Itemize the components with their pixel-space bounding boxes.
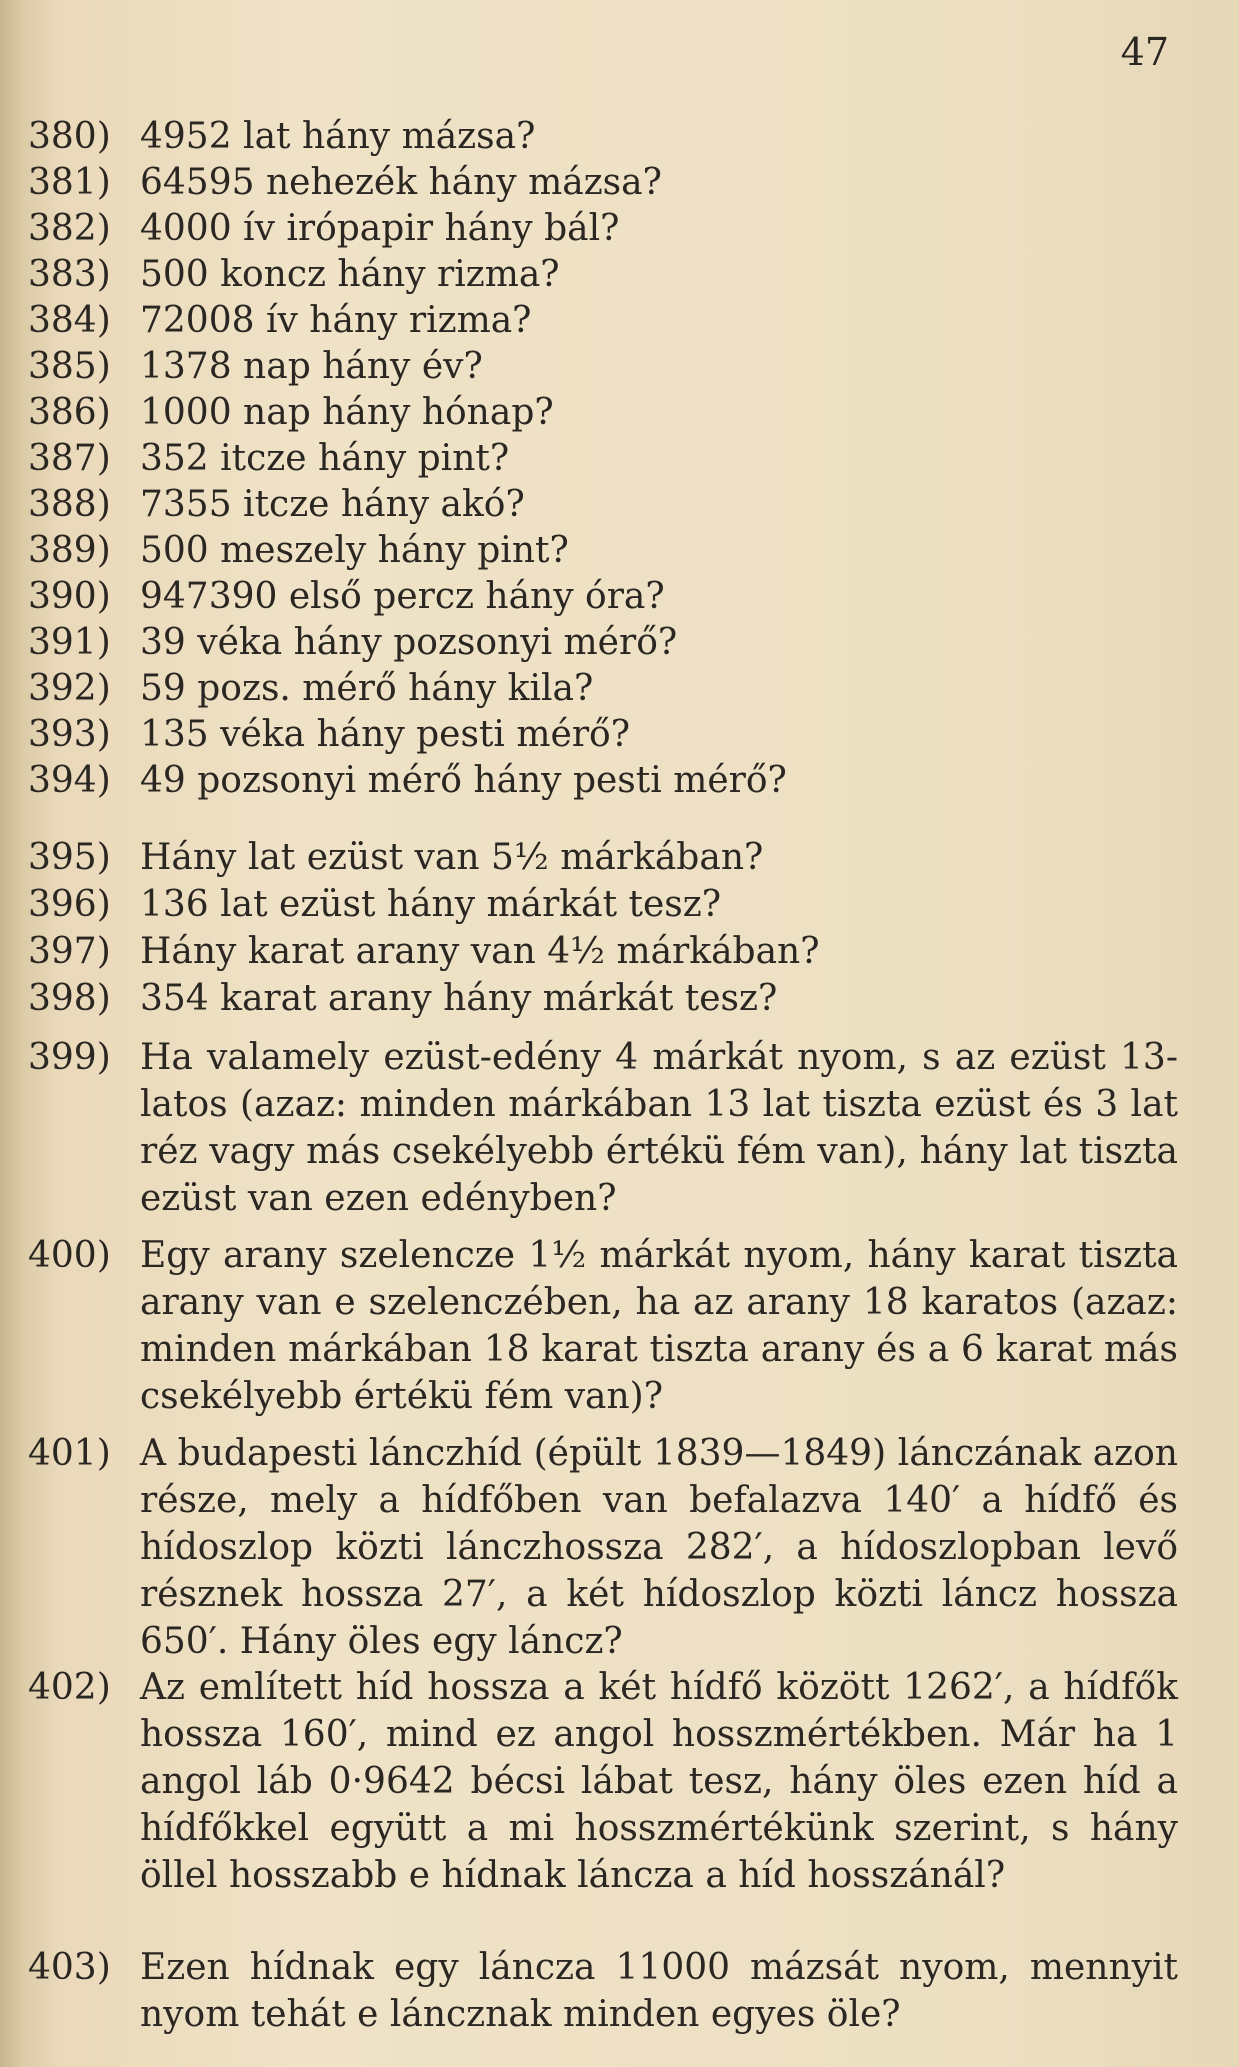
problem-number: 402) xyxy=(28,1667,111,1708)
problem-text: 4952 lat hány mázsa? xyxy=(140,116,536,157)
problem-text: 49 pozsonyi mérő hány pesti mérő? xyxy=(140,760,787,801)
problem-item xyxy=(28,1664,1178,1899)
problem-text: 39 véka hány pozsonyi mérő? xyxy=(140,622,678,663)
problem-number: 385) xyxy=(28,346,111,387)
problem-text: 59 pozs. mérő hány kila? xyxy=(140,668,594,709)
problem-number: 383) xyxy=(28,254,111,295)
problem-item xyxy=(28,1430,1178,1665)
problem-text: 947390 első percz hány óra? xyxy=(140,576,665,617)
problem-item xyxy=(28,835,1178,881)
problem-item xyxy=(28,252,1178,298)
problem-item xyxy=(28,344,1178,390)
problem-item xyxy=(28,882,1178,928)
problem-number: 401) xyxy=(28,1433,111,1474)
problem-number: 388) xyxy=(28,484,111,525)
problem-item xyxy=(28,1944,1178,2038)
problem-number: 391) xyxy=(28,622,111,663)
problem-text: Egy arany szelencze 1½ márkát nyom, hány karat tiszta arany van e szelenczében, ha az arany 18 karatos (azaz: minden márkában 18 karat tiszta arany és a 6 karat más csekélyebb értékü fém van)? xyxy=(140,1235,1178,1417)
problem-text: 7355 itcze hány akó? xyxy=(140,484,525,525)
problem-item xyxy=(28,620,1178,666)
problem-text: 136 lat ezüst hány márkát tesz? xyxy=(140,884,722,925)
problem-number: 390) xyxy=(28,576,111,617)
problem-number: 393) xyxy=(28,714,111,755)
problem-number: 400) xyxy=(28,1235,111,1276)
problem-number: 382) xyxy=(28,208,111,249)
problem-number: 392) xyxy=(28,668,111,709)
problem-number: 384) xyxy=(28,300,111,341)
problem-item xyxy=(28,390,1178,436)
problem-item xyxy=(28,160,1178,206)
problem-number: 403) xyxy=(28,1947,111,1988)
problem-number: 399) xyxy=(28,1037,111,1078)
problem-item xyxy=(28,114,1178,160)
problem-text: Hány lat ezüst van 5½ márkában? xyxy=(140,837,764,878)
problem-number: 381) xyxy=(28,162,111,203)
problem-text: 135 véka hány pesti mérő? xyxy=(140,714,631,755)
problem-item xyxy=(28,206,1178,252)
problem-item xyxy=(28,574,1178,620)
problem-text: 1378 nap hány év? xyxy=(140,346,483,387)
problem-number: 387) xyxy=(28,438,111,479)
problem-item xyxy=(28,482,1178,528)
problem-item xyxy=(28,712,1178,758)
problem-item xyxy=(28,528,1178,574)
problem-text: 500 koncz hány rizma? xyxy=(140,254,560,295)
problem-number: 389) xyxy=(28,530,111,571)
problem-item xyxy=(28,976,1178,1022)
problem-text: Ha valamely ezüst-edény 4 márkát nyom, s az ezüst 13-latos (azaz: minden márkában 13 lat tiszta ezüst és 3 lat réz vagy más csekélyebb értékü fém van), hány lat tiszta ezüst van ezen edényben? xyxy=(140,1037,1178,1219)
problem-item xyxy=(28,298,1178,344)
problem-text: A budapesti lánczhíd (épült 1839—1849) lánczának azon része, mely a hídfőben van befalazva 140′ a hídfő és hídoszlop közti lánczhossza 282′, a hídoszlopban levő résznek hossza 27′, a két hídoszlop közti láncz hossza 650′. Hány öles egy láncz? xyxy=(140,1433,1178,1662)
problem-text: Hány karat arany van 4½ márkában? xyxy=(140,931,820,972)
problem-text: 354 karat arany hány márkát tesz? xyxy=(140,978,778,1019)
problem-text: Az említett híd hossza a két hídfő között 1262′, a hídfők hossza 160′, mind ez angol hosszmértékben. Már ha 1 angol láb 0·9642 bécsi lábat tesz, hány öles ezen híd a hídfőkkel együtt a mi hosszmértékünk szerint, s hány öllel hosszabb e hídnak láncza a híd hosszánál? xyxy=(140,1667,1178,1896)
page-number: 47 xyxy=(1120,30,1169,74)
problem-text: 4000 ív irópapir hány bál? xyxy=(140,208,620,249)
problem-item xyxy=(28,758,1178,804)
problem-item xyxy=(28,1034,1178,1222)
problem-number: 394) xyxy=(28,760,111,801)
problem-text: 352 itcze hány pint? xyxy=(140,438,510,479)
problem-number: 380) xyxy=(28,116,111,157)
problem-item xyxy=(28,929,1178,975)
problem-item xyxy=(28,1232,1178,1420)
problem-text: 72008 ív hány rizma? xyxy=(140,300,532,341)
problem-text: Ezen hídnak egy láncza 11000 mázsát nyom, mennyit nyom tehát e láncznak minden egyes öle? xyxy=(140,1947,1178,2035)
problem-number: 398) xyxy=(28,978,111,1019)
problem-text: 1000 nap hány hónap? xyxy=(140,392,554,433)
problem-number: 386) xyxy=(28,392,111,433)
problem-item xyxy=(28,666,1178,712)
problem-number: 396) xyxy=(28,884,111,925)
problem-text: 500 meszely hány pint? xyxy=(140,530,569,571)
problem-number: 397) xyxy=(28,931,111,972)
problem-item xyxy=(28,436,1178,482)
problem-number: 395) xyxy=(28,837,111,878)
problem-text: 64595 nehezék hány mázsa? xyxy=(140,162,662,203)
